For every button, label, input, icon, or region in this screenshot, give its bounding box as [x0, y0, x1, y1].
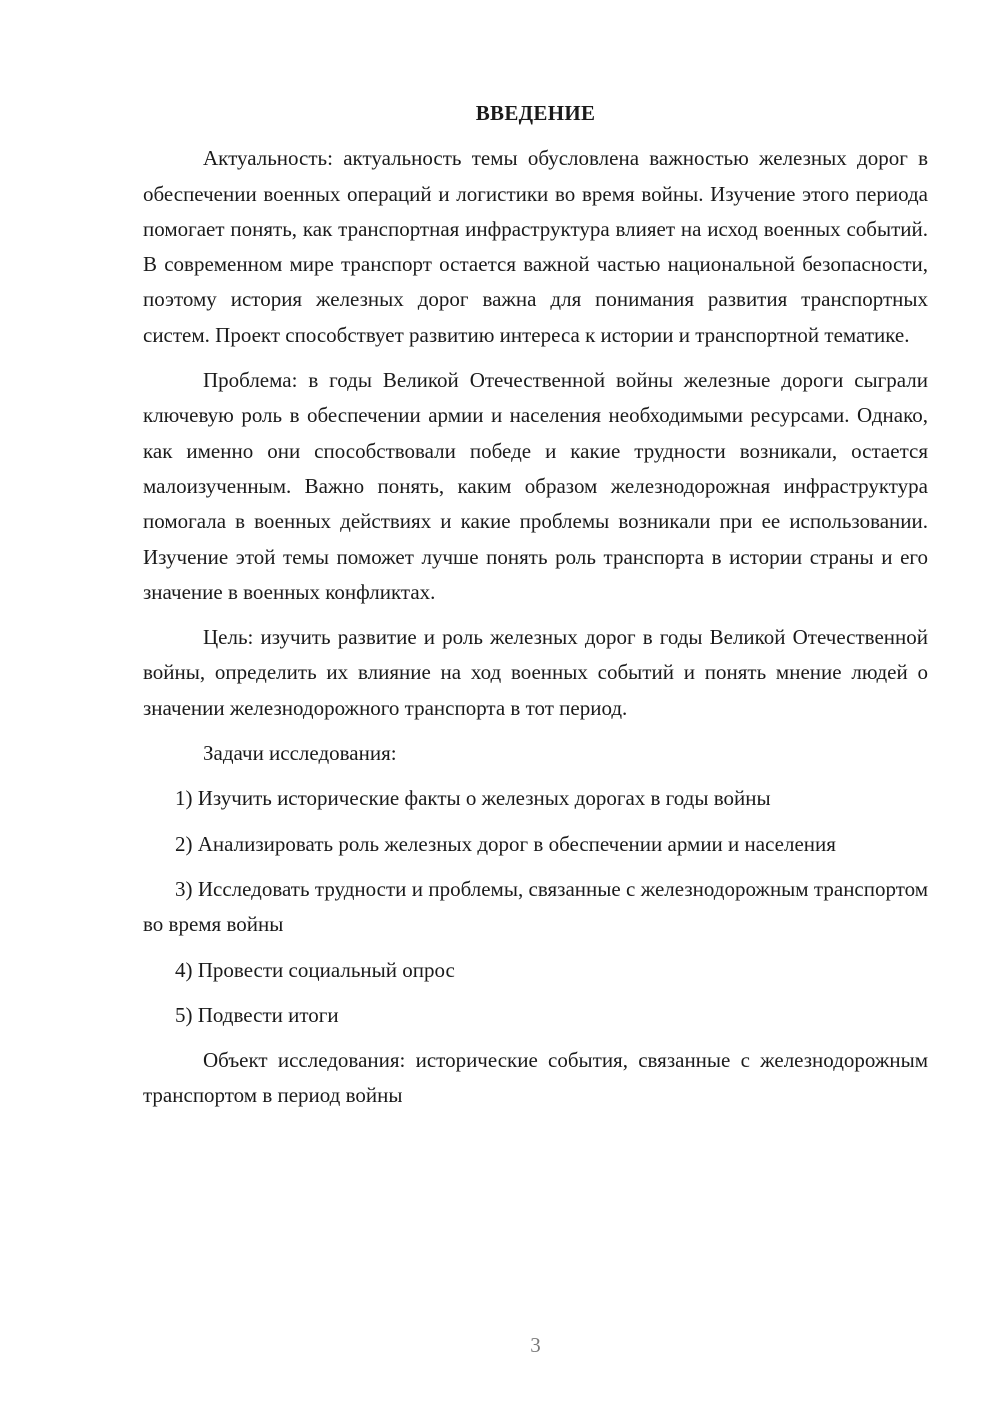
task-item: 3) Исследовать трудности и проблемы, связанные с железнодорожным транспортом во время войны: [143, 876, 928, 937]
task-item: 1) Изучить исторические факты о железных дорогах в годы войны: [175, 786, 771, 811]
task-item: 4) Провести социальный опрос: [175, 957, 455, 982]
task-item: 2) Анализировать роль железных дорог в обеспечении армии и населения: [175, 831, 836, 856]
page-title: ВВЕДЕНИЕ: [475, 101, 596, 125]
object-paragraph: Объект исследования: исторические события, связанные с железнодорожным транспортом в период войны: [143, 1048, 928, 1108]
tasks-heading: Задачи исследования:: [203, 741, 397, 766]
goal-paragraph: Цель: изучить развитие и роль железных дорог в годы Великой Отечественной войны, определить их влияние на ход военных событий и понять мнение людей о значении железнодорожного транспорта в тот период.: [143, 625, 928, 720]
page-number: 3: [530, 1333, 541, 1357]
task-item: 5) Подвести итоги: [175, 1002, 339, 1027]
page-content: [143, 96, 928, 1124]
problem-paragraph: Проблема: в годы Великой Отечественной войны железные дороги сыграли ключевую роль в обеспечении армии и населения необходимыми ресурсами. Однако, как именно они способствовали победе и какие трудности возникали, остается малоизученным. Важно понять, каким образом железнодорожная инфраструктура помогала в военных действиях и какие проблемы возникали при ее использовании. Изучение этой темы поможет лучше понять роль транспорта в истории страны и его значение в военных конфликтах.: [143, 368, 928, 604]
relevance-paragraph: Актуальность: актуальность темы обусловлена важностью железных дорог в обеспечении военных операций и логистики во время войны. Изучение этого периода помогает понять, как транспортная инфраструктура влияет на исход военных событий. В современном мире транспорт остается важной частью национальной безопасности, поэтому история железных дорог важна для понимания развития транспортных систем. Проект способствует развитию интереса к истории и транспортной тематике.: [143, 146, 928, 347]
